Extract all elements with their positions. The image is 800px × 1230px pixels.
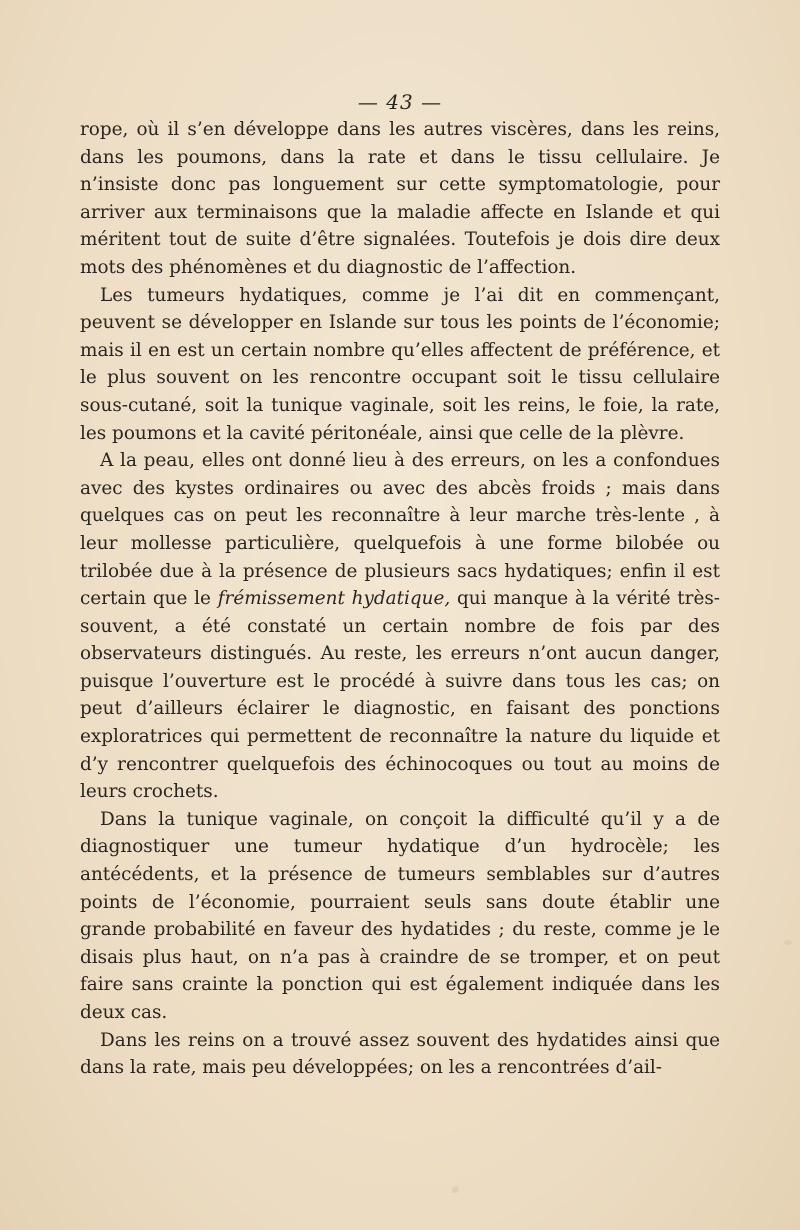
paper-stain — [784, 940, 792, 945]
page-number: 43 — [386, 90, 414, 114]
paragraph-text: A la peau, elles ont donné lieu à des erreurs, on les a confondues avec des kystes ordinaires ou avec des abcès froids ; mais dans quelques cas on peut les reconnaître à leur marche très-lente , à leur mollesse particulière, quelquefois à une forme bilobée ou trilobée due à la présence de plusieurs sacs hydatiques; enfin il est certain que le — [80, 450, 720, 610]
page-number-header — [80, 88, 720, 116]
book-page — [80, 88, 720, 1082]
paragraph-text: qui manque à la vérité très-souvent, a été constaté un certain nombre de fois par des observateurs distingués. Au reste, les erreurs n’ont aucun danger, puisque l’ouverture est le procédé à suivre dans tous les cas; on peut d’ailleurs éclairer le diagnostic, en faisant des ponctions exploratrices qui permettent de reconnaître la nature du liquide et d’y rencontrer quelquefois des échinocoques ou tout au moins de leurs crochets. — [80, 588, 721, 803]
body-text — [80, 116, 720, 1082]
italic-term: frémissement hydatique, — [217, 588, 451, 610]
folio-dash-left: — — [357, 90, 379, 114]
folio-dash-right: — — [421, 90, 443, 114]
paragraph-text: Dans la tunique vaginale, on conçoit la difficulté qu’il y a de diagnostiquer une tumeur hydatique d’un hydrocèle; les antécédents, et la présence de tumeurs semblables sur d’autres points de l’économie, pourraient seuls sans doute établir une grande probabilité en faveur des hydatides ; du reste, comme je le disais plus haut, on n’a pas à craindre de se tromper, et on peut faire sans crainte la ponction qui est également indiquée dans les deux cas. — [80, 808, 720, 1023]
paragraph-2 — [80, 282, 720, 448]
paragraph-5 — [80, 1027, 720, 1082]
paragraph-text: Les tumeurs hydatiques, comme je l’ai dit en commençant, peuvent se développer en Islande sur tous les points de l’économie; mais il en est un certain nombre qu’elles affectent de préférence, et le plus souvent on les rencontre occupant soit le tissu cellulaire sous-cutané, soit la tunique vaginale, soit les reins, le foie, la rate, les poumons et la cavité péritonéale, ainsi que celle de la plèvre. — [80, 284, 720, 444]
paper-stain — [452, 1186, 459, 1193]
paragraph-3 — [80, 447, 720, 806]
paragraph-1 — [80, 116, 720, 282]
paragraph-text: rope, où il s’en développe dans les autres viscères, dans les reins, dans les poumons, dans la rate et dans le tissu cellulaire. Je n’insiste donc pas longuement sur cette symptomatologie, pour arriver aux terminaisons que la maladie affecte en Islande et qui méritent tout de suite d’être signalées. Toutefois je dois dire deux mots des phénomènes et du diagnostic de l’affection. — [80, 119, 720, 278]
paragraph-4 — [80, 806, 720, 1027]
paragraph-text: Dans les reins on a trouvé assez souvent des hydatides ainsi que dans la rate, mais peu développées; on les a rencontrées d’ail- — [80, 1029, 720, 1079]
